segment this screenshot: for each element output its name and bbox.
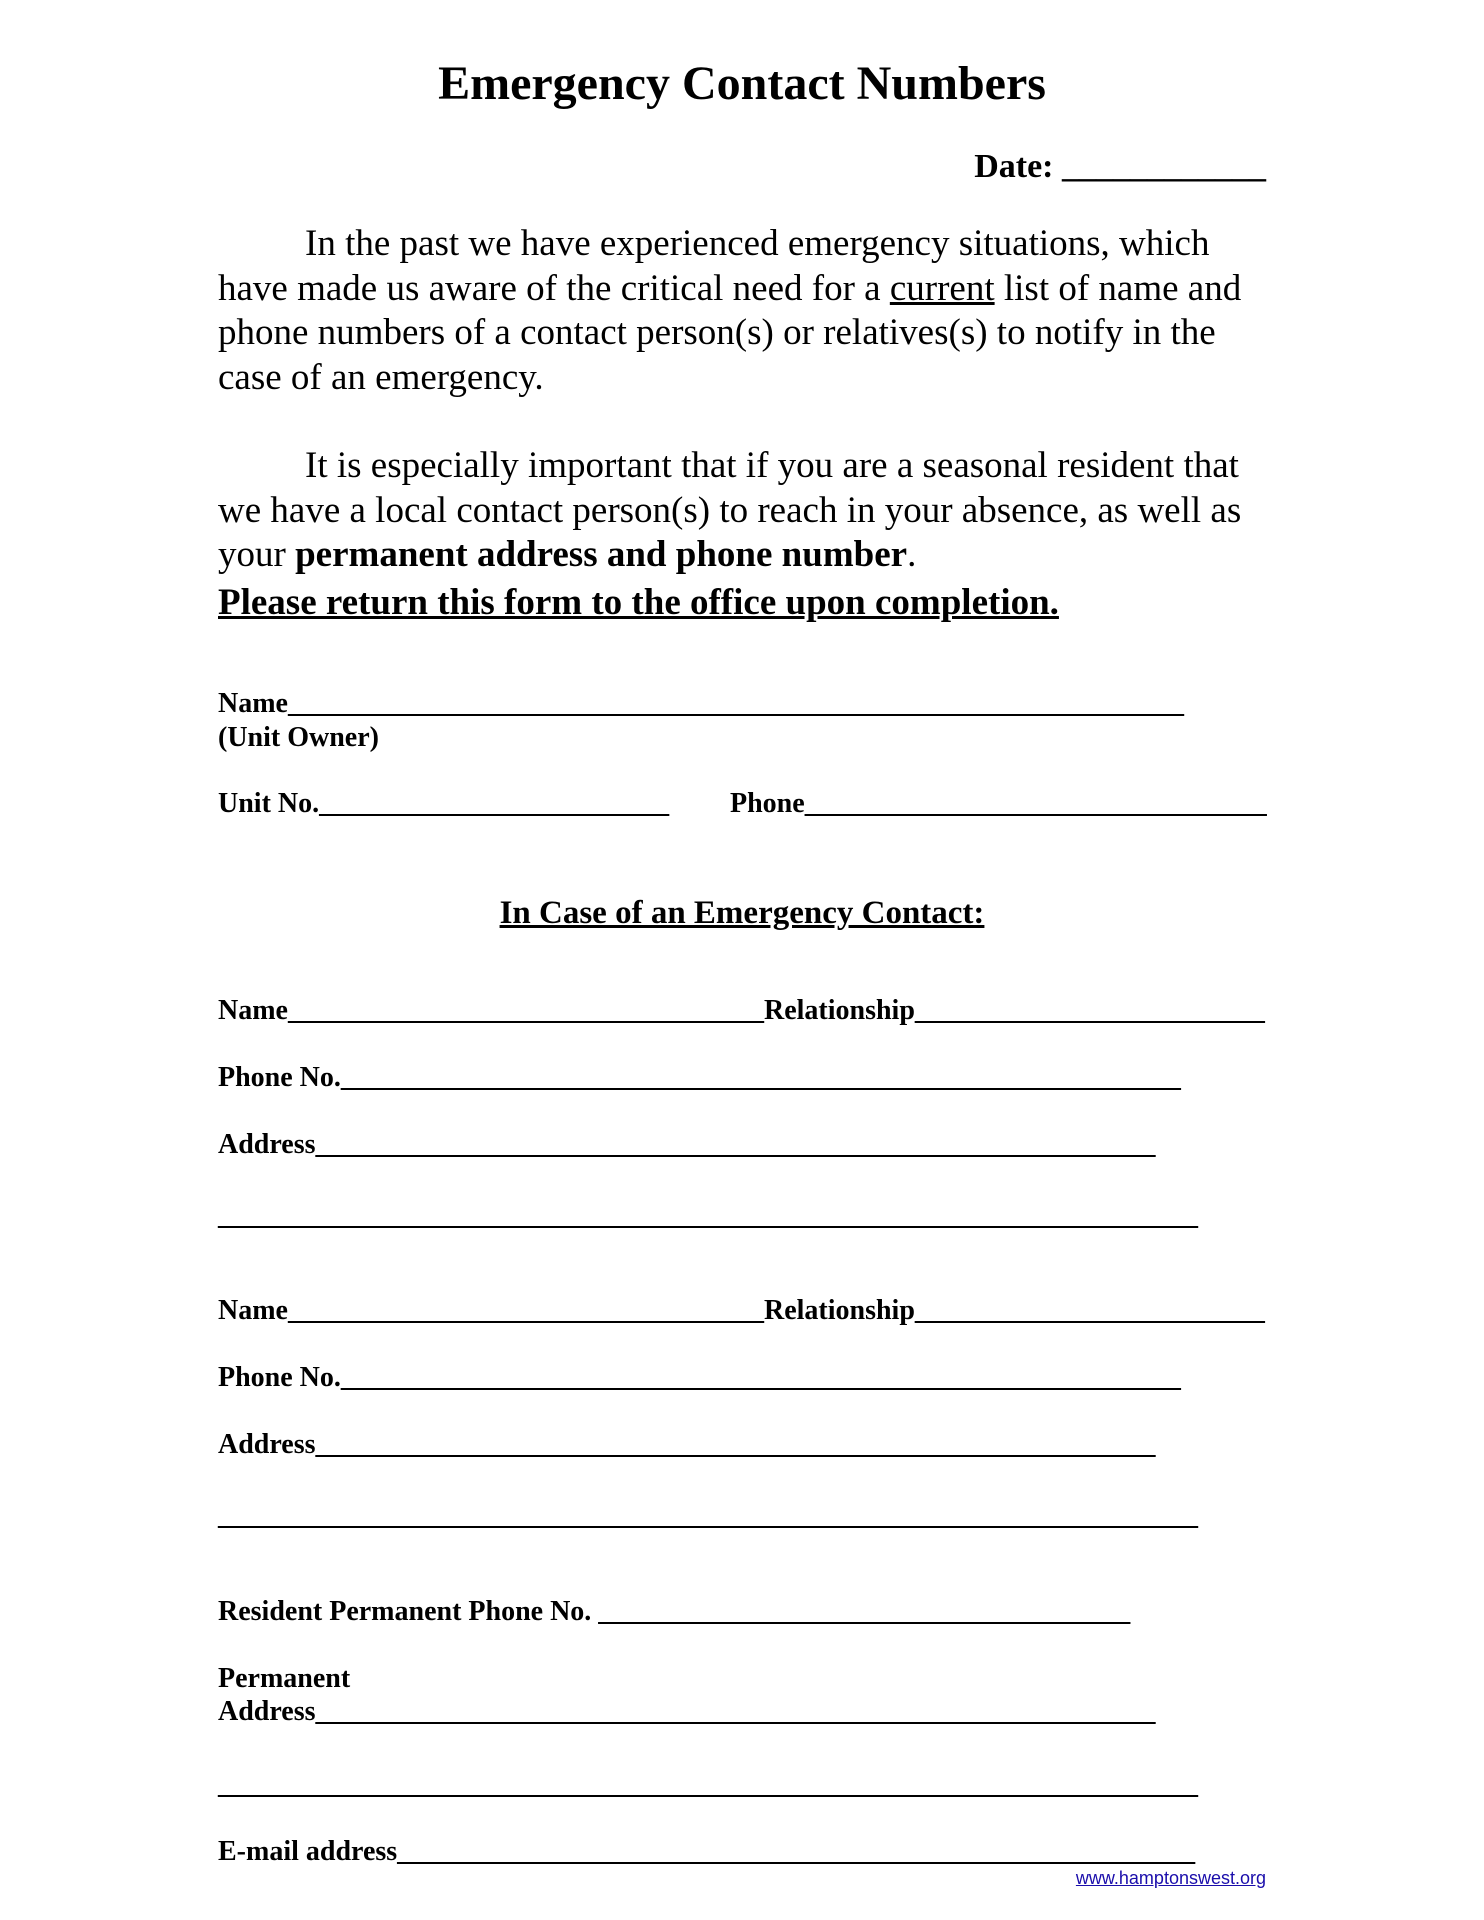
permanent-address-blank: ____________________________________________________________ xyxy=(315,1696,1156,1727)
contact-1-phone-field[interactable] xyxy=(218,1062,1181,1094)
date-field[interactable] xyxy=(974,148,1266,186)
intro-paragraph-2: It is especially important that if you are a seasonal resident that we have a local contact person(s) to reach in your absence, as well as your permanent address and phone number. xyxy=(218,445,1242,575)
resident-phone-field[interactable] xyxy=(218,1596,1130,1628)
contact-2-phone-field[interactable] xyxy=(218,1362,1181,1394)
permanent-address-label: Address xyxy=(218,1696,316,1727)
unit-label: Unit No. xyxy=(218,788,320,819)
emphasis-permanent: permanent address and phone number xyxy=(295,534,908,575)
owner-name-blank: ________________________________________________________________ xyxy=(287,688,1184,719)
contact-1-name-field[interactable] xyxy=(218,995,1265,1027)
owner-note: (Unit Owner) xyxy=(218,722,379,753)
website-link[interactable]: www.hamptonswest.org xyxy=(1075,1868,1266,1888)
contact-1-name-blank: __________________________________ xyxy=(287,995,764,1026)
resident-phone-label: Resident Permanent Phone No. xyxy=(218,1596,592,1627)
contact-1-phone-blank: ____________________________________________________________ xyxy=(340,1062,1181,1093)
contact-1-phone-label: Phone No. xyxy=(218,1062,341,1093)
permanent-label-line-1: Permanent xyxy=(218,1663,351,1694)
contact-1-address-field[interactable] xyxy=(218,1129,1156,1161)
resident-phone-blank: ______________________________________ xyxy=(598,1596,1131,1627)
email-blank: _________________________________________________________ xyxy=(397,1836,1196,1867)
contact-2-phone-blank: ____________________________________________________________ xyxy=(340,1362,1181,1393)
owner-phone-blank: _________________________________ xyxy=(804,788,1267,819)
contact-2-relationship-blank: _________________________ xyxy=(914,1295,1265,1326)
intro-paragraph-1: In the past we have experienced emergency situations, which have made us aware of the critical need for a current list of name and phone numbers of a contact person(s) or relatives(s) to notify in the case of an emergency. xyxy=(218,223,1242,398)
contact-1-address-label: Address xyxy=(218,1129,316,1160)
contact-1-relationship-label: Relationship xyxy=(763,995,915,1026)
permanent-address-field[interactable] xyxy=(218,1696,1156,1728)
contact-2-relationship-label: Relationship xyxy=(763,1295,915,1326)
page-title: Emergency Contact Numbers xyxy=(438,57,1046,110)
owner-phone-label: Phone xyxy=(730,788,805,819)
contact-2-address-blank: ____________________________________________________________ xyxy=(315,1429,1156,1460)
contact-1-name-label: Name xyxy=(218,995,288,1026)
contact-2-phone-label: Phone No. xyxy=(218,1362,341,1393)
contact-2-address-label: Address xyxy=(218,1429,316,1460)
unit-blank: _________________________ xyxy=(319,788,670,819)
contact-2-address-field[interactable] xyxy=(218,1429,1156,1461)
owner-name-field[interactable] xyxy=(218,688,1184,720)
emergency-heading: In Case of an Emergency Contact: xyxy=(499,895,985,931)
contact-2-address-line-2[interactable]: ______________________________________________________________________ xyxy=(218,1500,1198,1531)
contact-1-relationship-blank: _________________________ xyxy=(914,995,1265,1026)
owner-phone-field[interactable] xyxy=(730,788,1267,820)
contact-1-address-blank: ____________________________________________________________ xyxy=(315,1129,1156,1160)
email-field[interactable] xyxy=(218,1836,1195,1868)
contact-2-name-blank: __________________________________ xyxy=(287,1295,764,1326)
contact-2-name-field[interactable] xyxy=(218,1295,1265,1327)
contact-2-name-label: Name xyxy=(218,1295,288,1326)
unit-number-field[interactable] xyxy=(218,788,669,820)
return-notice: Please return this form to the office upon completion. xyxy=(218,582,1059,623)
date-label: Date: xyxy=(974,148,1054,185)
permanent-address-line-2[interactable]: ______________________________________________________________________ xyxy=(218,1769,1198,1800)
email-label: E-mail address xyxy=(218,1836,398,1867)
owner-name-label: Name xyxy=(218,688,288,719)
emphasis-current: current xyxy=(889,267,995,309)
contact-1-address-line-2[interactable]: ______________________________________________________________________ xyxy=(218,1200,1198,1231)
date-blank: ____________ xyxy=(1062,148,1266,185)
